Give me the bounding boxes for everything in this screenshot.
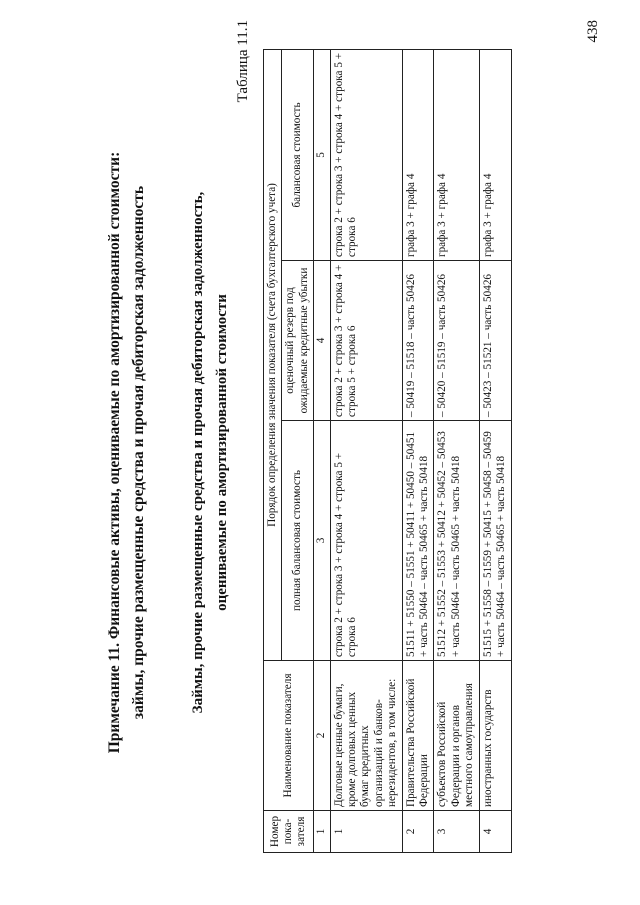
col-number: 4	[314, 261, 330, 421]
table-row	[479, 49, 511, 852]
col-number: 5	[314, 49, 330, 260]
row-name: Правительства Российской Федерации	[402, 661, 434, 811]
row-gross: 51515 + 51558 – 51559 + 50415 + 50458 – 50459 + часть 50464 – часть 50465 + часть 50418	[479, 421, 511, 661]
row-number: 4	[479, 811, 511, 853]
row-name: субъектов Российской Федерации и органов местного самоуправления	[434, 661, 479, 811]
row-allowance: – 50419 – 51518 – часть 50426	[402, 261, 434, 421]
header-group: Порядок определения значения показателя (счета бухгалтерского учета)	[264, 49, 282, 660]
row-net: графа 3 + графа 4	[402, 49, 434, 260]
header-col-net: балансовая стоимость	[282, 49, 314, 260]
row-name: Долговые ценные бумаги, кроме долговых ценных бумаг кредитных организаций и банков-нерезидентов, в том числе:	[330, 661, 402, 811]
header-col-allowance: оценочный резерв под ожидаемые кредитные убытки	[282, 261, 314, 421]
row-gross: 51512 + 51552 – 51553 + 50412 + 50452 – 50453 + часть 50464 – часть 50465 + часть 50418	[434, 421, 479, 661]
table-row	[434, 49, 479, 852]
row-gross: строка 2 + строка 3 + строка 4 + строка 5 + строка 6	[330, 421, 402, 661]
row-net: графа 3 + графа 4	[434, 49, 479, 260]
row-number: 2	[402, 811, 434, 853]
subheading-line-2: оцениваемые по амортизированной стоимости	[214, 294, 230, 611]
column-number-row	[314, 49, 330, 852]
subheading-line-1: Займы, прочие размещенные средства и прочая дебиторская задолженность,	[190, 191, 206, 714]
table-row	[330, 49, 402, 852]
indicators-table	[263, 49, 512, 853]
header-col-name: Наименование показателя	[264, 661, 314, 811]
table-header-row	[264, 49, 282, 852]
col-number: 2	[314, 661, 330, 811]
row-allowance: – 50420 – 51519 – часть 50426	[434, 261, 479, 421]
header-col-number: Номер пока-зателя	[264, 811, 314, 853]
col-number: 3	[314, 421, 330, 661]
row-allowance: строка 2 + строка 3 + строка 4 + строка 5 + строка 6	[330, 261, 402, 421]
row-number: 1	[330, 811, 402, 853]
header-col-gross: полная балансовая стоимость	[282, 421, 314, 661]
heading-line-2: займы, прочие размещенные средства и прочая дебиторская задолженность	[130, 185, 147, 720]
table-caption: Таблица 11.1	[235, 20, 251, 103]
row-name: иностранных государств	[479, 661, 511, 811]
page-number: 438	[585, 20, 601, 43]
table-row	[402, 49, 434, 852]
row-allowance: – 50423 – 51521 – часть 50426	[479, 261, 511, 421]
col-number: 1	[314, 811, 330, 853]
row-number: 3	[434, 811, 479, 853]
row-gross: 51511 + 51550 – 51551 + 50411 + 50450 – 50451 + часть 50464 – часть 50465 + часть 50418	[402, 421, 434, 661]
row-net: строка 2 + строка 3 + строка 4 + строка 5 + строка 6	[330, 49, 402, 260]
heading-line-1: Примечание 11. Финансовые активы, оцениваемые по амортизированной стоимости:	[106, 151, 123, 754]
row-net: графа 3 + графа 4	[479, 49, 511, 260]
